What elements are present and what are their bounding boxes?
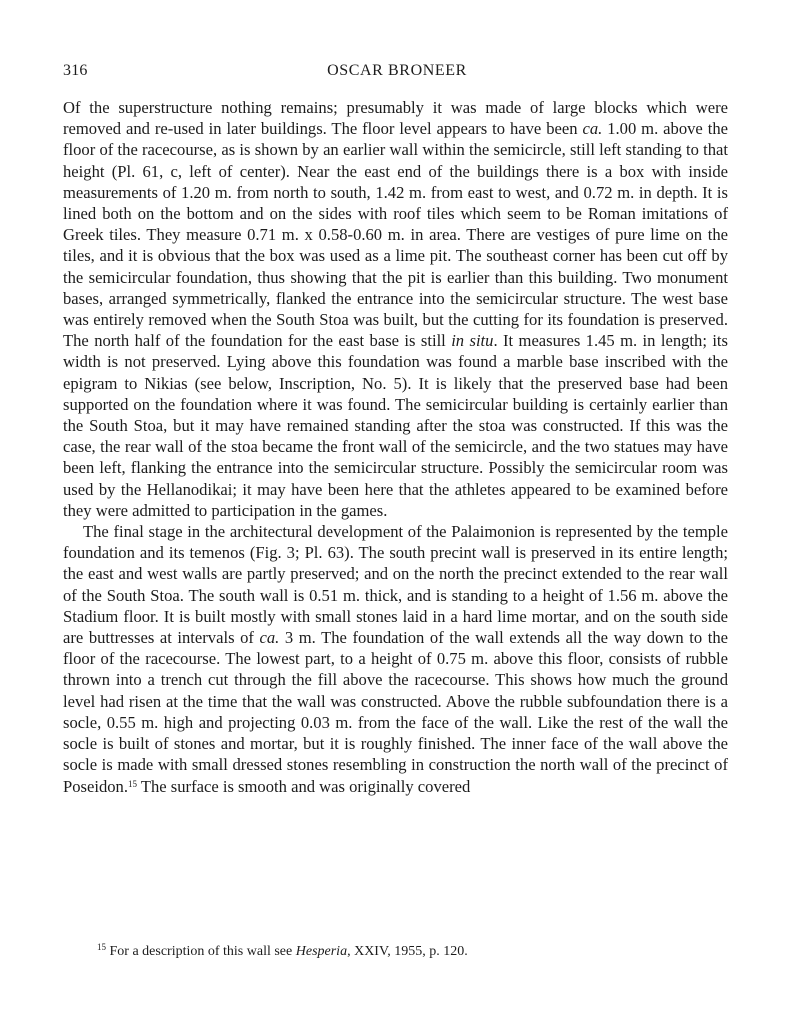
paragraph-superstructure <box>63 97 728 521</box>
footnote-journal: Hesperia <box>295 944 348 959</box>
page-header <box>63 62 731 86</box>
text-run: The final stage in the architectural development of the Palaimonion is represented by the temple foundation and its temenos (Fig. 3; Pl. 63). The south precint wall is preserved in its entire length; the east and west walls are partly preserved; and on the north the precinct extended to the rear wall of the South Stoa. The south wall is 0.51 m. thick, and is standing to a height of 1.56 m. above the Stadium floor. It is built mostly with small stones laid in a hard lime mortar, and on the south side are buttresses at intervals of <box>63 522 728 648</box>
page-number: 316 <box>63 62 88 79</box>
footnote-reference[interactable]: 15 <box>128 778 137 789</box>
italic-ca: ca. <box>582 119 603 139</box>
text-run: Of the superstructure nothing remains; presumably it was made of large blocks which were removed and re-used in later buildings. The floor level appears to have been <box>63 98 728 139</box>
text-run: The surface is smooth and was originally covered <box>137 776 471 796</box>
body-text <box>63 97 728 797</box>
text-run: . It measures 1.45 m. in length; its width is not preserved. Lying above this foundation was found a marble base inscribed with the epigram to Nikias (see below, Inscription, No. 5). It is likely that the preserved base had been supported on the foundation where it was found. The semicircular building is certainly earlier than the South Stoa, but it may have remained standing after the stoa was constructed. If this was the case, the rear wall of the stoa became the front wall of the semicircle, and the two statues may have been left, flanking the entrance into the semicircular structure. Possibly the semicircular room was used by the Hellanodikai; it may have been here that the athletes appeared to be examined before they were admitted to participation in the games. <box>63 331 729 520</box>
text-run: 3 m. The foundation of the wall extends all the way down to the floor of the racecourse. The lowest part, to a height of 0.75 m. above this floor, consists of rubble thrown into a trench cut through the fill above the racecourse. This shows how much the ground level had risen at the time that the wall was constructed. Above the rubble subfoundation there is a socle, 0.55 m. high and projecting 0.03 m. from the face of the wall. Like the rest of the wall the socle is built of stones and mortar, but it is roughly finished. The inner face of the wall above the socle is made with small dressed stones resembling in construction the north wall of the precinct of Poseidon. <box>63 628 728 796</box>
footnote <box>97 943 737 961</box>
text-run: 1.00 m. above the floor of the racecourse, as is shown by an earlier wall within the semicircle, still left standing to that height (Pl. 61, c, left of center). Near the east end of the buildings there is a box with inside measurements of 1.20 m. from north to south, 1.42 m. from east to west, and 0.72 m. in depth. It is lined both on the bottom and on the sides with roof tiles which seem to be Roman imitations of Greek tiles. They measure 0.71 m. x 0.58-0.60 m. in area. There are vestiges of pure lime on the tiles, and it is obvious that the box was used as a lime pit. The southeast corner has been cut off by the semicircular foundation, thus showing that the pit is earlier than this building. Two monument bases, arranged symmetrically, flanked the entrance into the semicircular structure. The west base was entirely removed when the South Stoa was built, but the cutting for its foundation is preserved. The north half of the foundation for the east base is still <box>63 119 728 351</box>
running-head: OSCAR BRONEER <box>327 62 467 79</box>
footnote-text: For a description of this wall see <box>106 944 296 959</box>
paragraph-final-stage <box>63 521 728 797</box>
footnote-text: , XXIV, 1955, p. 120. <box>347 944 468 959</box>
italic-ca: ca. <box>259 628 280 648</box>
italic-in-situ: in situ <box>451 331 494 351</box>
footnote-number: 15 <box>97 942 106 952</box>
